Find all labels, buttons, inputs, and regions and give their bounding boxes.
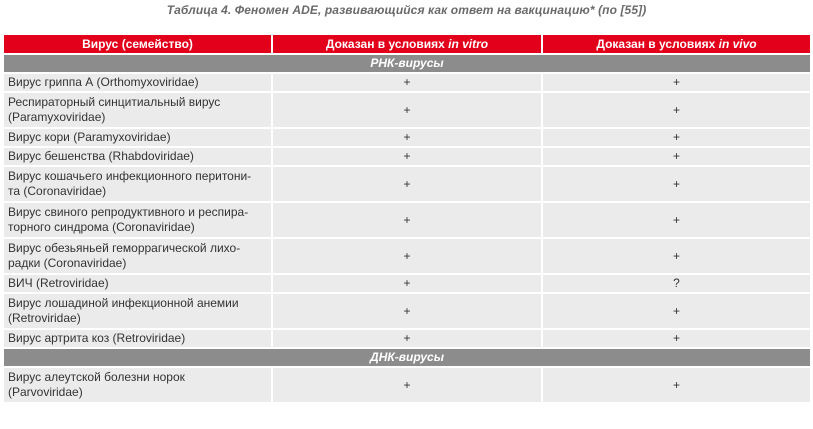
virus-name-cell bbox=[4, 330, 271, 347]
table-caption: Таблица 4. Феномен ADE, развивающийся как ответ на вакцинацию* (по [55]) bbox=[166, 3, 647, 17]
in-vitro-cell: + bbox=[273, 239, 541, 273]
table-row bbox=[4, 368, 810, 402]
in-vivo-cell: + bbox=[543, 203, 810, 237]
in-vitro-cell: + bbox=[273, 203, 541, 237]
virus-name-cell bbox=[4, 239, 271, 273]
virus-name-line1: Вирус артрита коз (Retroviridae) bbox=[8, 331, 186, 345]
virus-name-line1: Вирус кори (Paramyxoviridae) bbox=[8, 130, 171, 144]
virus-name-cell bbox=[4, 203, 271, 237]
table-row bbox=[4, 239, 810, 273]
section-title: ДНК-вирусы bbox=[4, 349, 810, 366]
in-vivo-cell: + bbox=[543, 148, 810, 165]
virus-name-line1: Вирус алеутской болезни норок bbox=[8, 370, 185, 384]
table-row bbox=[4, 93, 810, 127]
header-in-vivo bbox=[543, 35, 810, 53]
virus-name-line1: ВИЧ (Retroviridae) bbox=[8, 276, 109, 290]
virus-name-line1: Респираторный синцитиальный вирус bbox=[8, 95, 221, 109]
virus-name-line2: (Retroviridae) bbox=[8, 311, 81, 325]
table-row bbox=[4, 129, 810, 146]
virus-name-cell bbox=[4, 93, 271, 127]
virus-name-line1: Вирус кошачьего инфекционного перитони- bbox=[8, 169, 252, 183]
virus-name-line1: Вирус лошадиной инфекционной анемии bbox=[8, 296, 239, 310]
header-in-vivo-prefix: Доказан в условиях bbox=[596, 37, 719, 51]
header-virus-family: Вирус (семейство) bbox=[4, 35, 271, 53]
virus-name-line2: радки (Coronaviridae) bbox=[8, 256, 127, 270]
in-vitro-cell: + bbox=[273, 330, 541, 347]
virus-name-line1: Вирус свиного репродуктивного и респира- bbox=[8, 205, 249, 219]
in-vivo-cell: + bbox=[543, 129, 810, 146]
virus-name-cell bbox=[4, 167, 271, 201]
in-vitro-cell: + bbox=[273, 148, 541, 165]
virus-name-line2: (Paramyxoviridae) bbox=[8, 110, 106, 124]
virus-name-cell bbox=[4, 294, 271, 328]
section-row bbox=[4, 55, 810, 72]
in-vitro-cell: + bbox=[273, 167, 541, 201]
in-vivo-cell: ? bbox=[543, 275, 810, 292]
in-vivo-cell: + bbox=[543, 167, 810, 201]
in-vivo-cell: + bbox=[543, 330, 810, 347]
section-row bbox=[4, 349, 810, 366]
table-body bbox=[4, 55, 810, 402]
in-vitro-cell: + bbox=[273, 74, 541, 91]
in-vivo-cell: + bbox=[543, 294, 810, 328]
ade-table bbox=[2, 33, 812, 404]
table-row bbox=[4, 294, 810, 328]
table-row bbox=[4, 275, 810, 292]
table-row bbox=[4, 330, 810, 347]
header-row bbox=[4, 35, 810, 53]
in-vivo-cell: + bbox=[543, 368, 810, 402]
in-vivo-cell: + bbox=[543, 239, 810, 273]
in-vitro-cell: + bbox=[273, 93, 541, 127]
virus-name-cell bbox=[4, 129, 271, 146]
virus-name-line2: торного синдрома (Coronaviridae) bbox=[8, 220, 195, 234]
virus-name-cell bbox=[4, 74, 271, 91]
virus-name-cell bbox=[4, 275, 271, 292]
table-row bbox=[4, 203, 810, 237]
virus-name-line1: Вирус бешенства (Rhabdoviridae) bbox=[8, 149, 194, 163]
in-vitro-cell: + bbox=[273, 129, 541, 146]
virus-name-line1: Вирус гриппа А (Orthomyxoviridae) bbox=[8, 75, 199, 89]
table-row bbox=[4, 148, 810, 165]
header-in-vitro bbox=[273, 35, 541, 53]
header-in-vitro-prefix: Доказан в условиях bbox=[325, 37, 449, 51]
table-row bbox=[4, 167, 810, 201]
in-vivo-cell: + bbox=[543, 93, 810, 127]
in-vitro-cell: + bbox=[273, 294, 541, 328]
section-title: РНК-вирусы bbox=[4, 55, 810, 72]
in-vivo-cell: + bbox=[543, 74, 810, 91]
virus-name-line1: Вирус обезьяньей геморрагической лихо- bbox=[8, 241, 241, 255]
header-in-vivo-em: in vivo bbox=[718, 37, 757, 51]
table-row bbox=[4, 74, 810, 91]
virus-name-cell bbox=[4, 148, 271, 165]
virus-name-line2: (Parvoviridae) bbox=[8, 385, 83, 399]
in-vitro-cell: + bbox=[273, 275, 541, 292]
header-in-vitro-em: in vitro bbox=[448, 37, 489, 51]
virus-name-line2: та (Coronaviridae) bbox=[8, 184, 107, 198]
in-vitro-cell: + bbox=[273, 368, 541, 402]
virus-name-cell bbox=[4, 368, 271, 402]
